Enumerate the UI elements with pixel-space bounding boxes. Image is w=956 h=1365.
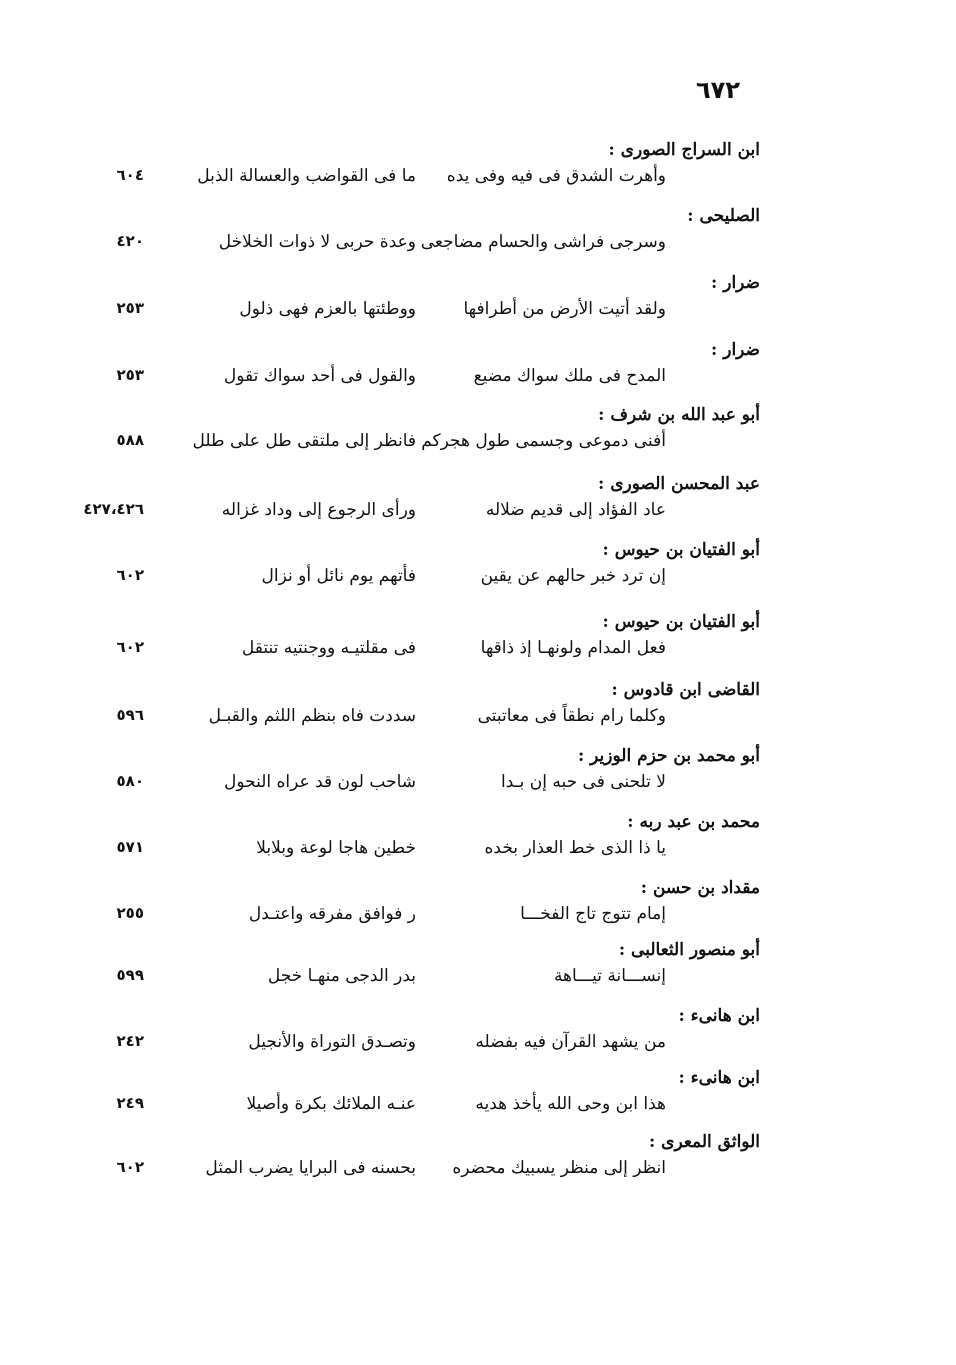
verse-second-hemistich: خطين هاجا لوعة وبلابلا bbox=[256, 838, 416, 858]
page-reference: ٢٥٣ bbox=[116, 366, 144, 384]
verse-first-hemistich: إنســـانة تيـــاهة bbox=[553, 966, 666, 986]
index-entry bbox=[0, 540, 956, 606]
page-reference: ٦٠٢ bbox=[116, 566, 144, 584]
verse-first-hemistich: المدح فى ملك سواك مضيع bbox=[473, 366, 666, 386]
index-entry bbox=[0, 1006, 956, 1072]
poet-name: ابن هانىء : bbox=[678, 1006, 760, 1026]
page-reference: ٥٩٦ bbox=[116, 706, 144, 724]
verse-second-hemistich: عنـه الملائك بكرة وأصيلا bbox=[246, 1094, 416, 1114]
index-entry bbox=[0, 812, 956, 878]
index-entry bbox=[0, 340, 956, 406]
poet-name: ابن السراج الصورى : bbox=[608, 140, 760, 160]
page-reference: ٥٨٨ bbox=[116, 431, 144, 449]
poet-name: ضرار : bbox=[711, 340, 760, 360]
index-entry bbox=[0, 273, 956, 339]
verse-first-hemistich: إمام تتوج تاج الفخـــا bbox=[520, 904, 666, 924]
verse-second-hemistich: شاحب لون قد عراه النحول bbox=[223, 772, 416, 792]
poet-name: أبو الفتيان بن حيوس : bbox=[602, 612, 760, 632]
poet-name: القاضى ابن قادوس : bbox=[611, 680, 760, 700]
verse-first-hemistich: وسرجى فراشى والحسام مضاجعى bbox=[420, 232, 666, 252]
index-entry bbox=[0, 1132, 956, 1198]
poet-name: أبو منصور الثعالبى : bbox=[618, 940, 760, 960]
verse-first-hemistich: أفنى دموعى وجسمى طول هجركم bbox=[421, 431, 666, 451]
poet-name: الصليحى : bbox=[687, 206, 760, 226]
index-entry bbox=[0, 206, 956, 272]
verse-first-hemistich: ولقد أتيت الأرض من أطرافها bbox=[463, 299, 666, 319]
index-entry bbox=[0, 746, 956, 812]
page-reference: ٤٢٠ bbox=[116, 232, 144, 250]
poet-name: مقداد بن حسن : bbox=[640, 878, 760, 898]
verse-first-hemistich: من يشهد القرآن فيه بفضله bbox=[475, 1032, 666, 1052]
verse-first-hemistich: لا تلحنى فى حبه إن بـدا bbox=[501, 772, 666, 792]
poet-name: أبو محمد بن حزم الوزير : bbox=[577, 746, 760, 766]
verse-second-hemistich: سددت فاه بنظم اللثم والقبـل bbox=[208, 706, 416, 726]
page-reference: ٢٥٥ bbox=[116, 904, 144, 922]
verse-second-hemistich: فأتهم يوم نائل أو نزال bbox=[261, 566, 416, 586]
verse-second-hemistich: وتصـدق التوراة والأنجيل bbox=[248, 1032, 416, 1052]
verse-second-hemistich: والقول فى أحد سواك تقول bbox=[223, 366, 416, 386]
index-entry bbox=[0, 1068, 956, 1134]
page-reference: ٥٨٠ bbox=[116, 772, 144, 790]
index-entry bbox=[0, 474, 956, 540]
index-entry bbox=[0, 612, 956, 678]
poet-name: ضرار : bbox=[711, 273, 760, 293]
verse-first-hemistich: هذا ابن وحى الله يأخذ هديه bbox=[475, 1094, 666, 1114]
page-reference: ٦٠٤ bbox=[116, 166, 144, 184]
poet-name: أبو عبد الله بن شرف : bbox=[598, 405, 760, 425]
verse-second-hemistich: بدر الدجى منهـا خجل bbox=[267, 966, 416, 986]
page-reference: ٤٢٧،٤٢٦ bbox=[83, 500, 144, 518]
verse-first-hemistich: إن ترد خبر حالهم عن يقين bbox=[480, 566, 666, 586]
page-reference: ٥٧١ bbox=[116, 838, 144, 856]
index-entry bbox=[0, 140, 956, 206]
verse-first-hemistich: انظر إلى منظر يسبيك محضره bbox=[452, 1158, 666, 1178]
poet-name: الواثق المعرى : bbox=[648, 1132, 760, 1152]
poet-name: ابن هانىء : bbox=[678, 1068, 760, 1088]
index-entry bbox=[0, 940, 956, 1006]
page-reference: ٦٠٢ bbox=[116, 638, 144, 656]
verse-first-hemistich: عاد الفؤاد إلى قديم ضلاله bbox=[485, 500, 666, 520]
page-reference: ٢٥٣ bbox=[116, 299, 144, 317]
verse-second-hemistich: فانظر إلى ملتقى طل على طلل bbox=[192, 431, 416, 451]
index-entry bbox=[0, 405, 956, 471]
verse-second-hemistich: ووطئتها بالعزم فهى ذلول bbox=[239, 299, 416, 319]
index-entry bbox=[0, 680, 956, 746]
verse-second-hemistich: فى مقلتيـه ووجنتيه تنتقل bbox=[241, 638, 416, 658]
verse-second-hemistich: بحسنه فى البرايا يضرب المثل bbox=[205, 1158, 416, 1178]
poet-name: أبو الفتيان بن حيوس : bbox=[602, 540, 760, 560]
page-reference: ٢٤٩ bbox=[116, 1094, 144, 1112]
index-entry bbox=[0, 878, 956, 944]
verse-second-hemistich: ما فى القواضب والعسالة الذبل bbox=[197, 166, 416, 186]
verse-first-hemistich: يا ذا الذى خط العذار بخده bbox=[484, 838, 666, 858]
page-reference: ٦٠٢ bbox=[116, 1158, 144, 1176]
poet-name: محمد بن عبد ربه : bbox=[627, 812, 760, 832]
page-reference: ٢٤٢ bbox=[116, 1032, 144, 1050]
verse-second-hemistich: ورأى الرجوع إلى وداد غزاله bbox=[221, 500, 416, 520]
page-reference: ٥٩٩ bbox=[116, 966, 144, 984]
verse-first-hemistich: وكلما رام نطقاً فى معاتبتى bbox=[477, 706, 666, 726]
poet-name: عبد المحسن الصورى : bbox=[598, 474, 760, 494]
page-number: ٦٧٢ bbox=[696, 76, 740, 104]
verse-second-hemistich: وعدة حربى لا ذوات الخلاخل bbox=[218, 232, 416, 252]
verse-second-hemistich: ر فوافق مفرقه واعتـدل bbox=[248, 904, 416, 924]
verse-first-hemistich: وأهرت الشدق فى فيه وفى يده bbox=[446, 166, 666, 186]
verse-first-hemistich: فعل المدام ولونهـا إذ ذاقها bbox=[480, 638, 666, 658]
